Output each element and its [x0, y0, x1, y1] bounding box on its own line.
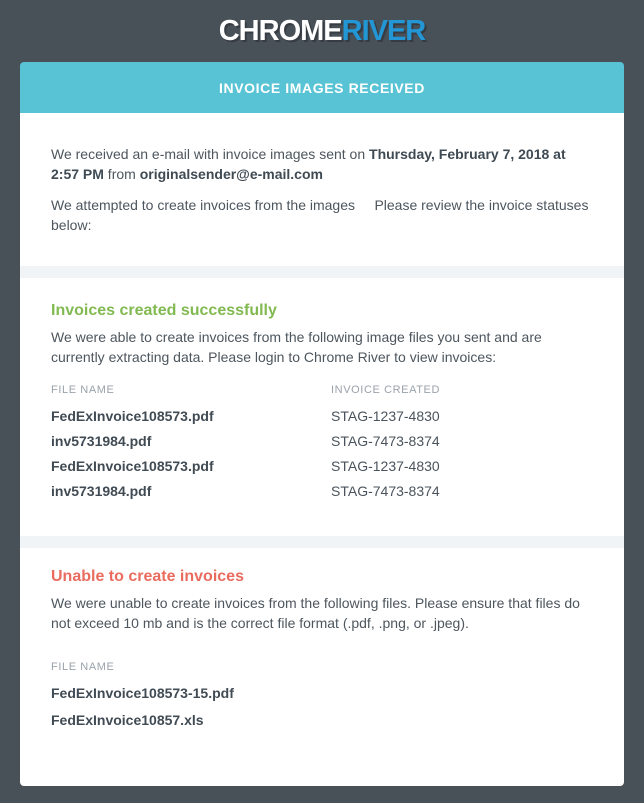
section-divider [20, 266, 624, 278]
failed-description: We were unable to create invoices from the following files. Please ensure that files do not exceed 10 mb and is the correct file format (.pdf, .png, or .jpeg). [51, 595, 580, 631]
intro-sender-email: originalsender@e-mail.com [139, 166, 323, 182]
intro-section [20, 113, 624, 266]
header-bar [0, 0, 644, 62]
chromeriver-logo [218, 14, 426, 47]
success-table-header-row [51, 384, 593, 397]
failed-table [51, 661, 593, 730]
invoice-number: STAG-1237-4830 [331, 408, 440, 424]
failed-heading: Unable to create invoices [51, 568, 244, 585]
success-description: We were able to create invoices from the following image files you sent and are currently extracting data. Please login to Chrome River to view invoices: [51, 329, 542, 365]
success-heading: Invoices created successfully [51, 302, 277, 319]
table-row [51, 711, 593, 730]
table-row [51, 457, 593, 476]
email-card [20, 62, 624, 786]
file-name: inv5731984.pdf [51, 433, 152, 449]
file-name-header: FILE NAME [51, 661, 115, 673]
file-name: FedExInvoice10857.xls [51, 712, 204, 728]
file-name: FedExInvoice108573.pdf [51, 408, 214, 424]
table-row [51, 482, 593, 501]
intro-date: Thursday, February 7, 2018 at 2:57 PM [51, 146, 566, 182]
intro-paragraph-2: We attempted to create invoices from the images Please review the invoice statuses below: [51, 197, 589, 233]
failed-section [20, 548, 624, 786]
file-name-header: FILE NAME [51, 384, 115, 396]
table-row [51, 407, 593, 426]
intro-p1-prefix: We received an e-mail with invoice images sent on [51, 146, 370, 162]
failed-table-header-row [51, 661, 593, 674]
success-section [20, 278, 624, 536]
table-row [51, 432, 593, 451]
logo-chrome-text: CHROME [218, 14, 342, 47]
logo-river-text: RIVER [341, 14, 426, 47]
invoice-number: STAG-1237-4830 [331, 458, 440, 474]
table-row [51, 684, 593, 703]
intro-p1-middle: from [103, 166, 140, 182]
invoice-number: STAG-7473-8374 [331, 483, 440, 499]
success-table [51, 384, 593, 501]
file-name: FedExInvoice108573-15.pdf [51, 685, 234, 701]
invoice-number: STAG-7473-8374 [331, 433, 440, 449]
intro-paragraph-1 [51, 144, 593, 184]
banner-title: INVOICE IMAGES RECEIVED [219, 79, 425, 96]
section-divider [20, 536, 624, 548]
invoice-created-header: INVOICE CREATED [331, 384, 441, 396]
file-name: FedExInvoice108573.pdf [51, 458, 214, 474]
banner [20, 62, 624, 113]
file-name: inv5731984.pdf [51, 483, 152, 499]
